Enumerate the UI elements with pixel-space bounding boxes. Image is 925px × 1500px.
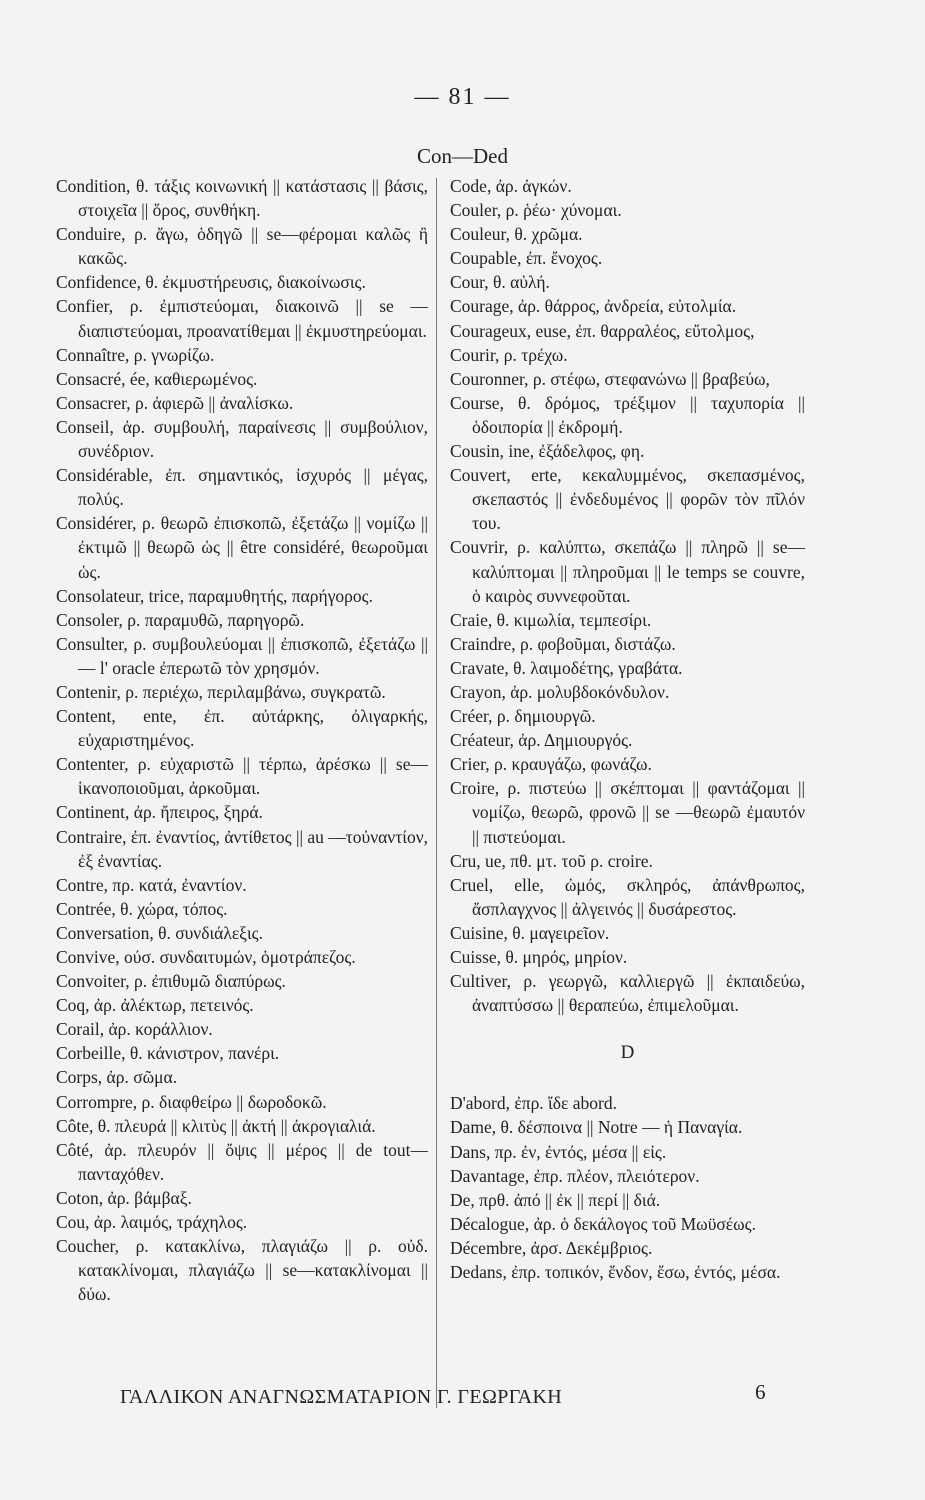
dictionary-entry: Dame, θ. δέσποινα || Notre — ἡ Παναγία. — [450, 1117, 743, 1138]
dictionary-entry: Cour, θ. αὐλή. — [450, 272, 550, 293]
dictionary-entry: Convoiter, ρ. ἐπιθυμῶ διαπύρως. — [56, 971, 286, 992]
dictionary-entry: Coq, ἀρ. ἀλέκτωρ, πετεινός. — [56, 995, 254, 1016]
dictionary-entry: Décalogue, ἀρ. ὁ δεκάλογος τοῦ Μωϋσέως. — [450, 1213, 756, 1234]
dictionary-entry: De, πρθ. ἀπό || ἐκ || περί || διά. — [450, 1189, 661, 1210]
dictionary-entry: Conversation, θ. συνδιάλεξις. — [56, 922, 263, 943]
page-number: — 81 — — [414, 84, 511, 110]
left-column — [56, 174, 428, 1306]
signature-mark: 6 — [755, 1380, 766, 1404]
dictionary-entry: Contenir, ρ. περιέχω, περιλαμβάνω, συγκρατῶ. — [56, 681, 386, 702]
section-letter: D — [620, 1042, 635, 1064]
dictionary-entry: Dedans, ἐπρ. τοπικόν, ἔνδον, ἔσω, ἐντός, μέσα. — [450, 1262, 781, 1283]
footer-title: ΓΑΛΛΙΚΟΝ ΑΝΑΓΝΩΣΜΑΤΑΡΙΟΝ Γ. ΓΕΩΡΓΑΚΗ — [120, 1386, 563, 1408]
dictionary-entry: Confidence, θ. ἐκμυστήρευσις, διακοίνωσις. — [56, 272, 366, 293]
dictionary-entry: Cuisine, θ. μαγειρεῖον. — [450, 922, 610, 943]
dictionary-entry: Côté, ἀρ. πλευρόν || ὄψις || μέρος || de tout—πανταχόθεν. — [56, 1139, 428, 1184]
dictionary-entry: Contrée, θ. χώρα, τόπος. — [56, 898, 228, 919]
dictionary-entry: Courir, ρ. τρέχω. — [450, 344, 568, 365]
dictionary-entry: Corbeille, θ. κάνιστρον, πανέρι. — [56, 1043, 280, 1064]
dictionary-entry: Coucher, ρ. κατακλίνω, πλαγιάζω || ρ. οὐδ. κατακλίνομαι, πλαγιάζω || se—κατακλίνομαι || δύω. — [56, 1236, 428, 1305]
dictionary-entry: Content, ente, ἐπ. αὐτάρκης, ὀλιγαρκής, εὐχαριστημένος. — [56, 706, 428, 751]
dictionary-entry: Consolateur, trice, παραμυθητής, παρήγορος. — [56, 585, 373, 606]
dictionary-entry: Couronner, ρ. στέφω, στεφανώνω || βραβεύω, — [450, 368, 770, 389]
dictionary-entry: Côte, θ. πλευρά || κλιτὺς || ἀκτή || ἀκρογιαλιά. — [56, 1115, 376, 1136]
dictionary-entry: Courage, ἀρ. θάρρος, ἀνδρεία, εὐτολμία. — [450, 296, 737, 317]
dictionary-entry: Crier, ρ. κραυγάζω, φωνάζω. — [450, 754, 652, 775]
right-column — [450, 174, 805, 1284]
dictionary-entry: Craindre, ρ. φοβοῦμαι, διστάζω. — [450, 633, 676, 654]
dictionary-entry: Continent, ἀρ. ἤπειρος, ξηρά. — [56, 802, 263, 823]
dictionary-entry: Confier, ρ. ἐμπιστεύομαι, διακοινῶ || se — διαπιστεύομαι, προανατίθεμαι || ἐκμυστηρεύομαι. — [56, 296, 428, 341]
dictionary-entry: Course, θ. δρόμος, τρέξιμον || ταχυπορία || ὁδοιπορία || ἐκδρομή. — [450, 392, 805, 437]
column-divider — [436, 178, 437, 1408]
dictionary-entry: D'abord, ἐπρ. ἴδε abord. — [450, 1093, 617, 1114]
dictionary-entry: Consacrer, ρ. ἀφιερῶ || ἀναλίσκω. — [56, 392, 294, 413]
dictionary-entry: Consulter, ρ. συμβουλεύομαι || ἐπισκοπῶ, ἐξετάζω || — l' oracle ἐπερωτῶ τὸν χρησμόν. — [56, 633, 428, 678]
dictionary-entry: Convive, ούσ. συνδαιτυμών, ὁμοτράπεζος. — [56, 947, 356, 967]
dictionary-entry: Contenter, ρ. εὐχαριστῶ || τέρπω, ἀρέσκω || se—ἱκανοποιοῦμαι, ἀρκοῦμαι. — [56, 754, 428, 799]
dictionary-entry: Cultiver, ρ. γεωργῶ, καλλιεργῶ || ἐκπαιδεύω, ἀναπτύσσω || θεραπεύω, ἐπιμελοῦμαι. — [450, 971, 805, 1016]
dictionary-entry: Cuisse, θ. μηρός, μηρίον. — [450, 947, 628, 967]
dictionary-entry: Considérer, ρ. θεωρῶ ἐπισκοπῶ, ἐξετάζω || νομίζω || ἐκτιμῶ || θεωρῶ ὡς || être considéré, θεωροῦμαι ὡς. — [56, 513, 428, 582]
dictionary-entry: Créer, ρ. δημιουργῶ. — [450, 706, 596, 727]
dictionary-entry: Couleur, θ. χρῶμα. — [450, 224, 583, 245]
dictionary-entry: Contre, πρ. κατά, ἐναντίον. — [56, 874, 247, 895]
dictionary-entry: Consoler, ρ. παραμυθῶ, παρηγορῶ. — [56, 609, 305, 630]
dictionary-entry: Coupable, ἐπ. ἔνοχος. — [450, 248, 603, 269]
dictionary-entry: Conseil, ἀρ. συμβουλή, παραίνεσις || συμβούλιον, συνέδριον. — [56, 416, 428, 462]
dictionary-entry: Craie, θ. κιμωλία, τεμπεσίρι. — [450, 609, 652, 630]
dictionary-entry: Croire, ρ. πιστεύω || σκέπτομαι || φαντάζομαι || νομίζω, θεωρῶ, φρονῶ || se —θεωρῶ ἐμαυτόν || πιστεύομαι. — [450, 778, 805, 847]
dictionary-entry: Contraire, ἐπ. ἐναντίος, ἀντίθετος || au —τοὐναντίον, ἐξ ἐναντίας. — [56, 826, 428, 871]
dictionary-entry: Conduire, ρ. ἄγω, ὁδηγῶ || se—φέρομαι καλῶς ἢ κακῶς. — [56, 224, 428, 269]
dictionary-entry: Crayon, ἀρ. μολυβδοκόνδυλον. — [450, 681, 670, 702]
dictionary-entry: Cru, ue, πθ. μτ. τοῦ ρ. croire. — [450, 850, 653, 871]
dictionary-entry: Considérable, ἐπ. σημαντικός, ἰσχυρός || μέγας, πολύς. — [56, 465, 428, 510]
dictionary-entry: Dans, πρ. ἐν, ἐντός, μέσα || εἰς. — [450, 1141, 667, 1162]
dictionary-entry: Cou, ἀρ. λαιμός, τράχηλος. — [56, 1212, 248, 1233]
dictionary-entry: Courageux, euse, ἐπ. θαρραλέος, εὔτολμος, — [450, 320, 755, 341]
dictionary-entry: Cruel, elle, ὠμός, σκληρός, ἀπάνθρωπος, ἄσπλαγχνος || ἀλγεινός || δυσάρεστος. — [450, 874, 805, 919]
dictionary-entry: Créateur, ἀρ. Δημιουργός. — [450, 730, 633, 751]
dictionary-entry: Couvrir, ρ. καλύπτω, σκεπάζω || πληρῶ || se—καλύπτομαι || πληροῦμαι || le temps se couvre, ὁ καιρὸς συννεφοῦται. — [450, 537, 805, 606]
dictionary-entry: Corrompre, ρ. διαφθείρω || δωροδοκῶ. — [56, 1091, 327, 1112]
dictionary-entry: Davantage, ἐπρ. πλέον, πλειότερον. — [450, 1165, 700, 1186]
running-head: Con—Ded — [417, 144, 508, 168]
dictionary-entry: Condition, θ. τάξις κοινωνική || κατάστασις || βάσις, στοιχεῖα || ὅρος, συνθήκη. — [56, 176, 428, 221]
dictionary-entry: Décembre, ἀρσ. Δεκέμβριος. — [450, 1237, 653, 1258]
dictionary-entry: Consacré, ée, καθιερωμένος. — [56, 368, 258, 389]
dictionary-entry: Corps, ἀρ. σῶμα. — [56, 1067, 178, 1088]
dictionary-entry: Couler, ρ. ῥέω· χύνομαι. — [450, 200, 622, 221]
dictionary-entry: Cravate, θ. λαιμοδέτης, γραβάτα. — [450, 657, 683, 678]
dictionary-entry: Coton, ἀρ. βάμβαξ. — [56, 1187, 192, 1208]
dictionary-entry: Cousin, ine, ἐξάδελφος, φη. — [450, 441, 645, 462]
dictionary-entry: Couvert, erte, κεκαλυμμένος, σκεπασμένος, σκεπαστός || ἐνδεδυμένος || φορῶν τὸν πῖλόν του. — [450, 465, 805, 534]
dictionary-entry: Connaître, ρ. γνωρίζω. — [56, 344, 215, 365]
dictionary-entry: Corail, ἀρ. κοράλλιον. — [56, 1019, 213, 1040]
dictionary-entry: Code, ἀρ. ἀγκών. — [450, 176, 572, 196]
